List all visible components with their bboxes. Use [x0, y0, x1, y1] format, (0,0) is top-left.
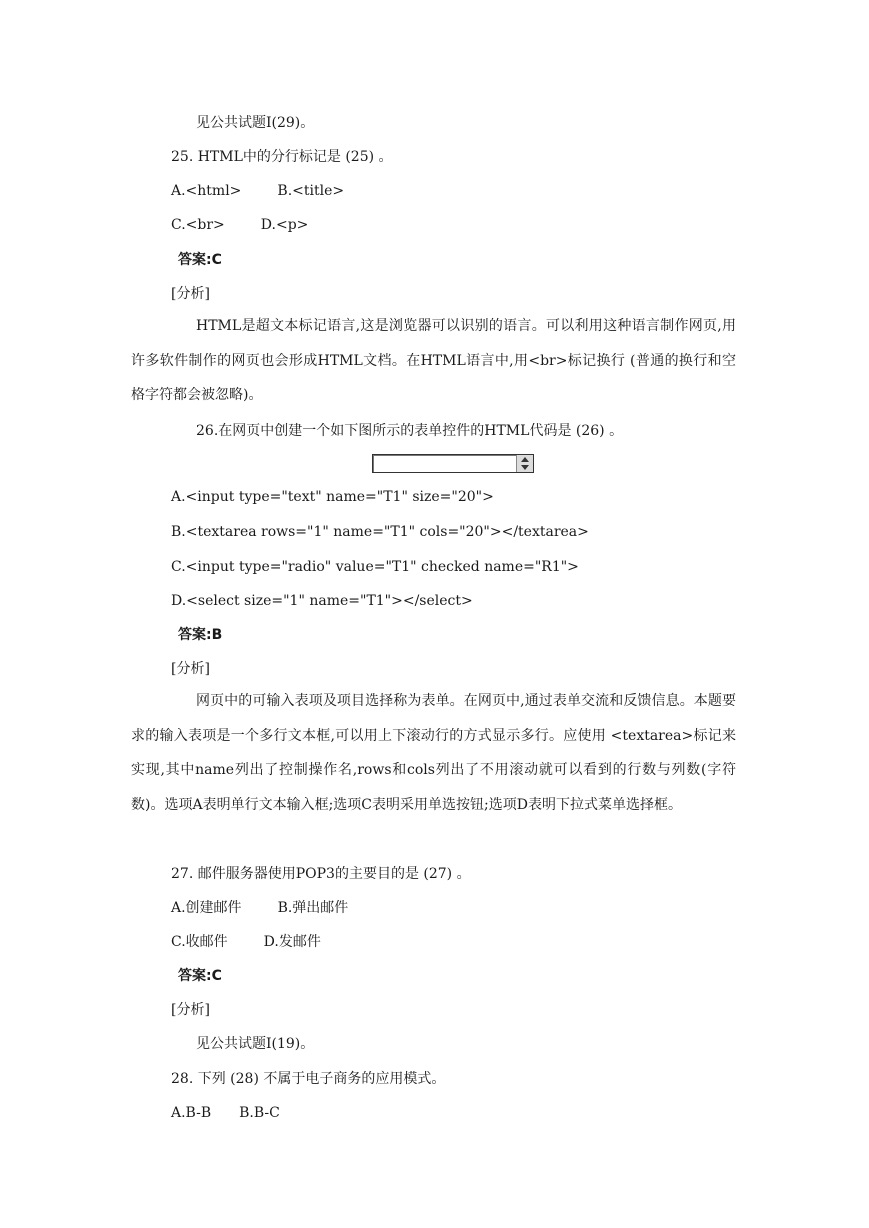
answer-26: 答案:B — [178, 627, 223, 643]
question-26-option-b: B.<textarea rows="1" name="T1" cols="20"></textarea> — [171, 524, 589, 540]
option-a: A.创建邮件 — [171, 900, 242, 916]
ref-line-29: 见公共试题Ⅰ(29)。 — [196, 115, 315, 131]
analysis-text-26: 网页中的可输入表项及项目选择称为表单。在网页中,通过表单交流和反馈信息。本题要求的输入表项是一个多行文本框,可以用上下滚动行的方式显示多行。应使用 <textarea>标记来实现,其中name列出了控制操作名,rows和cols列出了不用滚动就可以看到的行数与列数(字符数)。选项A表明单行文本输入框;选项C表明采用单选按钮;选项D表明下拉式菜单选择框。 — [131, 693, 736, 813]
question-27-options-ab — [171, 898, 348, 918]
question-25: 25. HTML中的分行标记是 (25) 。 — [171, 149, 393, 165]
question-26-option-c: C.<input type="radio" value="T1" checked name="R1"> — [171, 559, 579, 575]
question-25-options-ab — [171, 181, 344, 201]
question-26-option-a: A.<input type="text" name="T1" size="20"> — [171, 489, 494, 505]
analysis-label-26: [分析] — [171, 661, 210, 677]
question-26: 26.在网页中创建一个如下图所示的表单控件的HTML代码是 (26) 。 — [196, 423, 624, 439]
analysis-text-25: HTML是超文本标记语言,这是浏览器可以识别的语言。可以利用这种语言制作网页,用许多软件制作的网页也会形成HTML文档。在HTML语言中,用<br>标记换行 (普通的换行和空格字符都会被忽略)。 — [131, 318, 736, 403]
option-b: B.B-C — [239, 1105, 280, 1121]
question-27: 27. 邮件服务器使用POP3的主要目的是 (27) 。 — [171, 866, 471, 882]
question-25-options-cd — [171, 215, 308, 235]
option-b: B.<title> — [277, 183, 345, 199]
option-d: D.发邮件 — [263, 934, 321, 950]
spin-buttons-icon — [516, 455, 533, 472]
option-d: D.<p> — [260, 217, 309, 233]
option-c: C.<br> — [171, 217, 225, 233]
analysis-label-25: [分析] — [171, 286, 210, 302]
textarea-widget-illustration — [372, 454, 534, 473]
question-27-options-cd — [171, 932, 321, 952]
analysis-label-27: [分析] — [171, 1002, 210, 1018]
question-26-option-d: D.<select size="1" name="T1"></select> — [171, 593, 473, 609]
answer-27: 答案:C — [178, 968, 222, 984]
question-28: 28. 下列 (28) 不属于电子商务的应用模式。 — [171, 1071, 446, 1087]
option-a: A.B-B — [171, 1105, 212, 1121]
option-a: A.<html> — [171, 183, 242, 199]
arrow-up-icon — [521, 457, 529, 462]
ref-line-19: 见公共试题Ⅰ(19)。 — [196, 1036, 315, 1052]
arrow-down-icon — [521, 465, 529, 470]
answer-25: 答案:C — [178, 252, 222, 268]
option-b: B.弹出邮件 — [277, 900, 349, 916]
option-c: C.收邮件 — [171, 934, 228, 950]
question-28-options-ab — [171, 1103, 280, 1123]
